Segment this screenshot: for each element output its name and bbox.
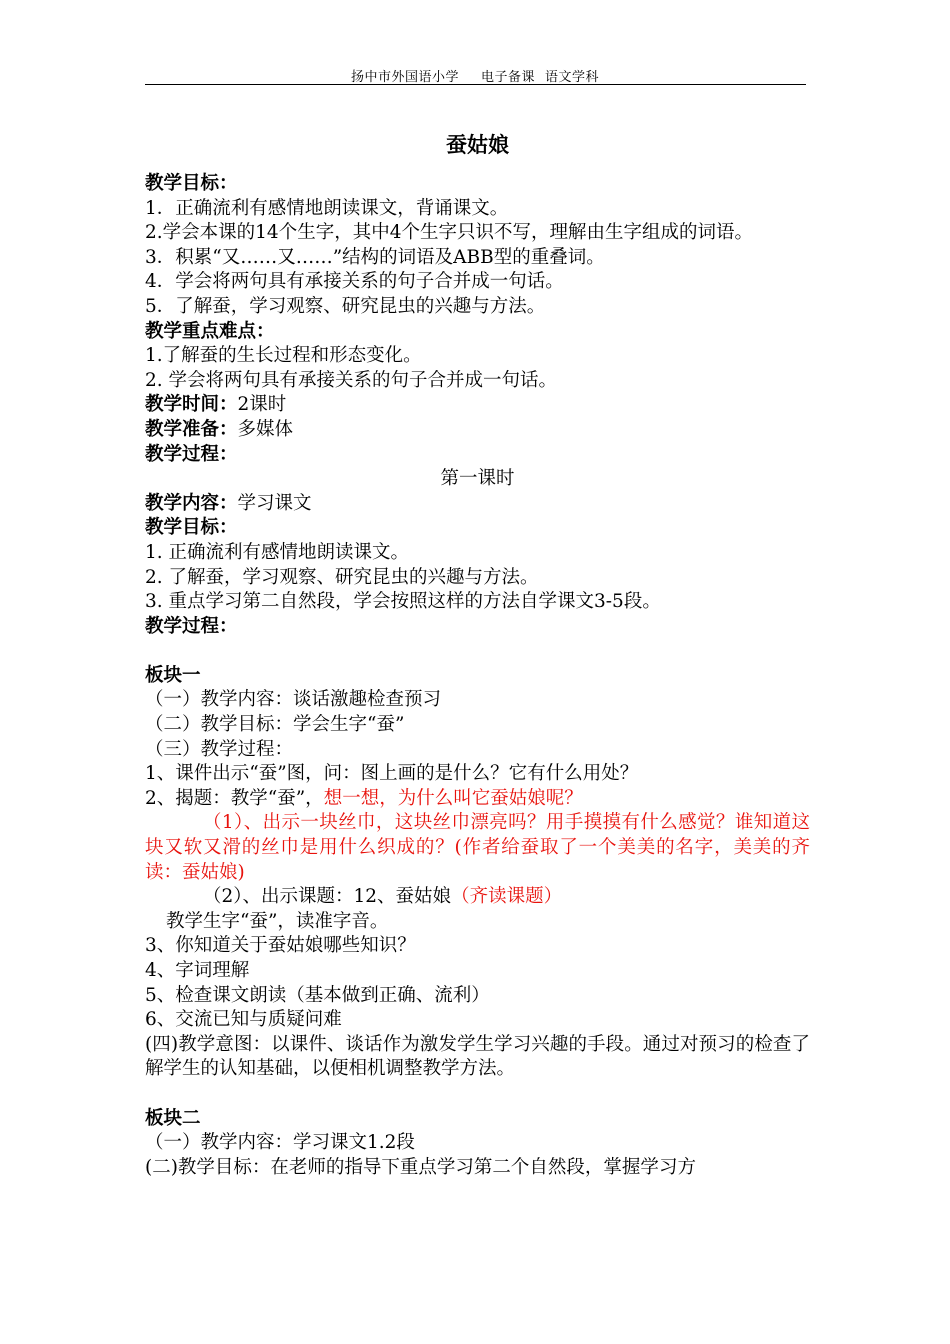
key-point-item: 1.了解蚕的生长过程和形态变化。: [145, 345, 422, 367]
block1-step: 3、你知道关于蚕姑娘哪些知识？: [145, 935, 416, 957]
header-school: 扬中市外国语小学: [350, 70, 459, 85]
header-rule: [145, 84, 806, 85]
teaching-time-label: 教学时间：: [145, 394, 238, 416]
lesson-content: [145, 492, 810, 517]
objective-item: 2.学会本课的14个生字，其中4个生字只识不写，理解由生字组成的词语。: [145, 222, 753, 244]
block1-substep: 教学生字“蚕”，读准字音。: [166, 910, 389, 932]
block2-heading: 板块二: [145, 1107, 201, 1129]
lesson-objective-item: 1. 正确流利有感情地朗读课文。: [145, 541, 410, 563]
page-header: [0, 66, 950, 85]
block1-step: 4、字词理解: [145, 960, 250, 981]
header-type: 电子备课: [480, 70, 535, 85]
substep-text: （2）、出示课题：12、蚕姑娘: [203, 886, 452, 908]
block1-step: [145, 787, 810, 812]
key-points-heading: 教学重点难点：: [145, 320, 275, 342]
teaching-prep: [145, 418, 810, 443]
block1-process: （三）教学过程：: [145, 738, 294, 760]
block1-intent: (四)教学意图：以课件、谈话作为激发学生学习兴趣的手段。通过对预习的检查了解学生的认知基础，以便相机调整教学方法。: [145, 1033, 810, 1080]
objectives-heading: 教学目标：: [145, 173, 238, 194]
block2-content: （一）教学内容：学习课文1.2段: [145, 1132, 415, 1154]
objective-item: 4．学会将两句具有承接关系的句子合并成一句话。: [145, 271, 564, 293]
teaching-time: [145, 393, 810, 418]
lesson-content-label: 教学内容：: [145, 492, 238, 514]
step-question: 想一想，为什么叫它蚕姑娘呢？: [323, 787, 583, 809]
block1-substep: （1）、出示一块丝巾，这块丝巾漂亮吗？用手摸摸有什么感觉？谁知道这块又软又滑的丝巾是用什么织成的？(作者给蚕取了一个美美的名字，美美的齐读：蚕姑娘): [145, 812, 810, 883]
teaching-prep-label: 教学准备：: [145, 418, 238, 440]
objective-item: 5．了解蚕，学习观察、研究昆虫的兴趣与方法。: [145, 295, 546, 317]
substep-note: （齐读课题）: [451, 886, 563, 908]
objective-item: 1．正确流利有感情地朗读课文，背诵课文。: [145, 197, 509, 219]
block1-content: （一）教学内容：谈话激趣检查预习: [145, 689, 442, 711]
lesson-objective-item: 3. 重点学习第二自然段，学会按照这样的方法自学课文3-5段。: [145, 591, 661, 613]
lesson-objectives-heading: 教学目标：: [145, 517, 238, 539]
document-title: 蚕姑娘: [446, 133, 509, 157]
spacer: [145, 639, 810, 664]
block1-step: 6、交流已知与质疑问难: [145, 1009, 342, 1031]
block1-step: 5、检查课文朗读（基本做到正确、流利）: [145, 984, 490, 1006]
key-point-item: 2. 学会将两句具有承接关系的句子合并成一句话。: [145, 369, 558, 391]
block1-goal: （二）教学目标：学会生字“蚕”: [145, 714, 405, 736]
block1-substep: [145, 885, 810, 910]
block2-goal: (二)教学目标：在老师的指导下重点学习第二个自然段，掌握学习方: [145, 1156, 696, 1178]
objective-item: 3．积累“又……又……”结构的词语及ABB型的重叠词。: [145, 246, 605, 268]
block1-step: 1、课件出示“蚕”图，问：图上画的是什么？它有什么用处？: [145, 763, 639, 785]
header-subject: 语文学科: [545, 70, 600, 85]
spacer: [145, 1082, 810, 1107]
teaching-time-value: 2课时: [237, 394, 287, 416]
lesson-title: 第一课时: [440, 468, 515, 490]
lesson-objective-item: 2. 了解蚕，学习观察、研究昆虫的兴趣与方法。: [145, 566, 539, 588]
process-heading: 教学过程：: [145, 443, 238, 465]
lesson-content-value: 学习课文: [237, 492, 312, 514]
lesson-process-heading: 教学过程：: [145, 615, 238, 637]
teaching-prep-value: 多媒体: [237, 418, 294, 440]
block1-heading: 板块一: [145, 664, 201, 686]
step-text: 2、揭题：教学“蚕”，: [145, 787, 324, 809]
document-body: [145, 130, 810, 1180]
